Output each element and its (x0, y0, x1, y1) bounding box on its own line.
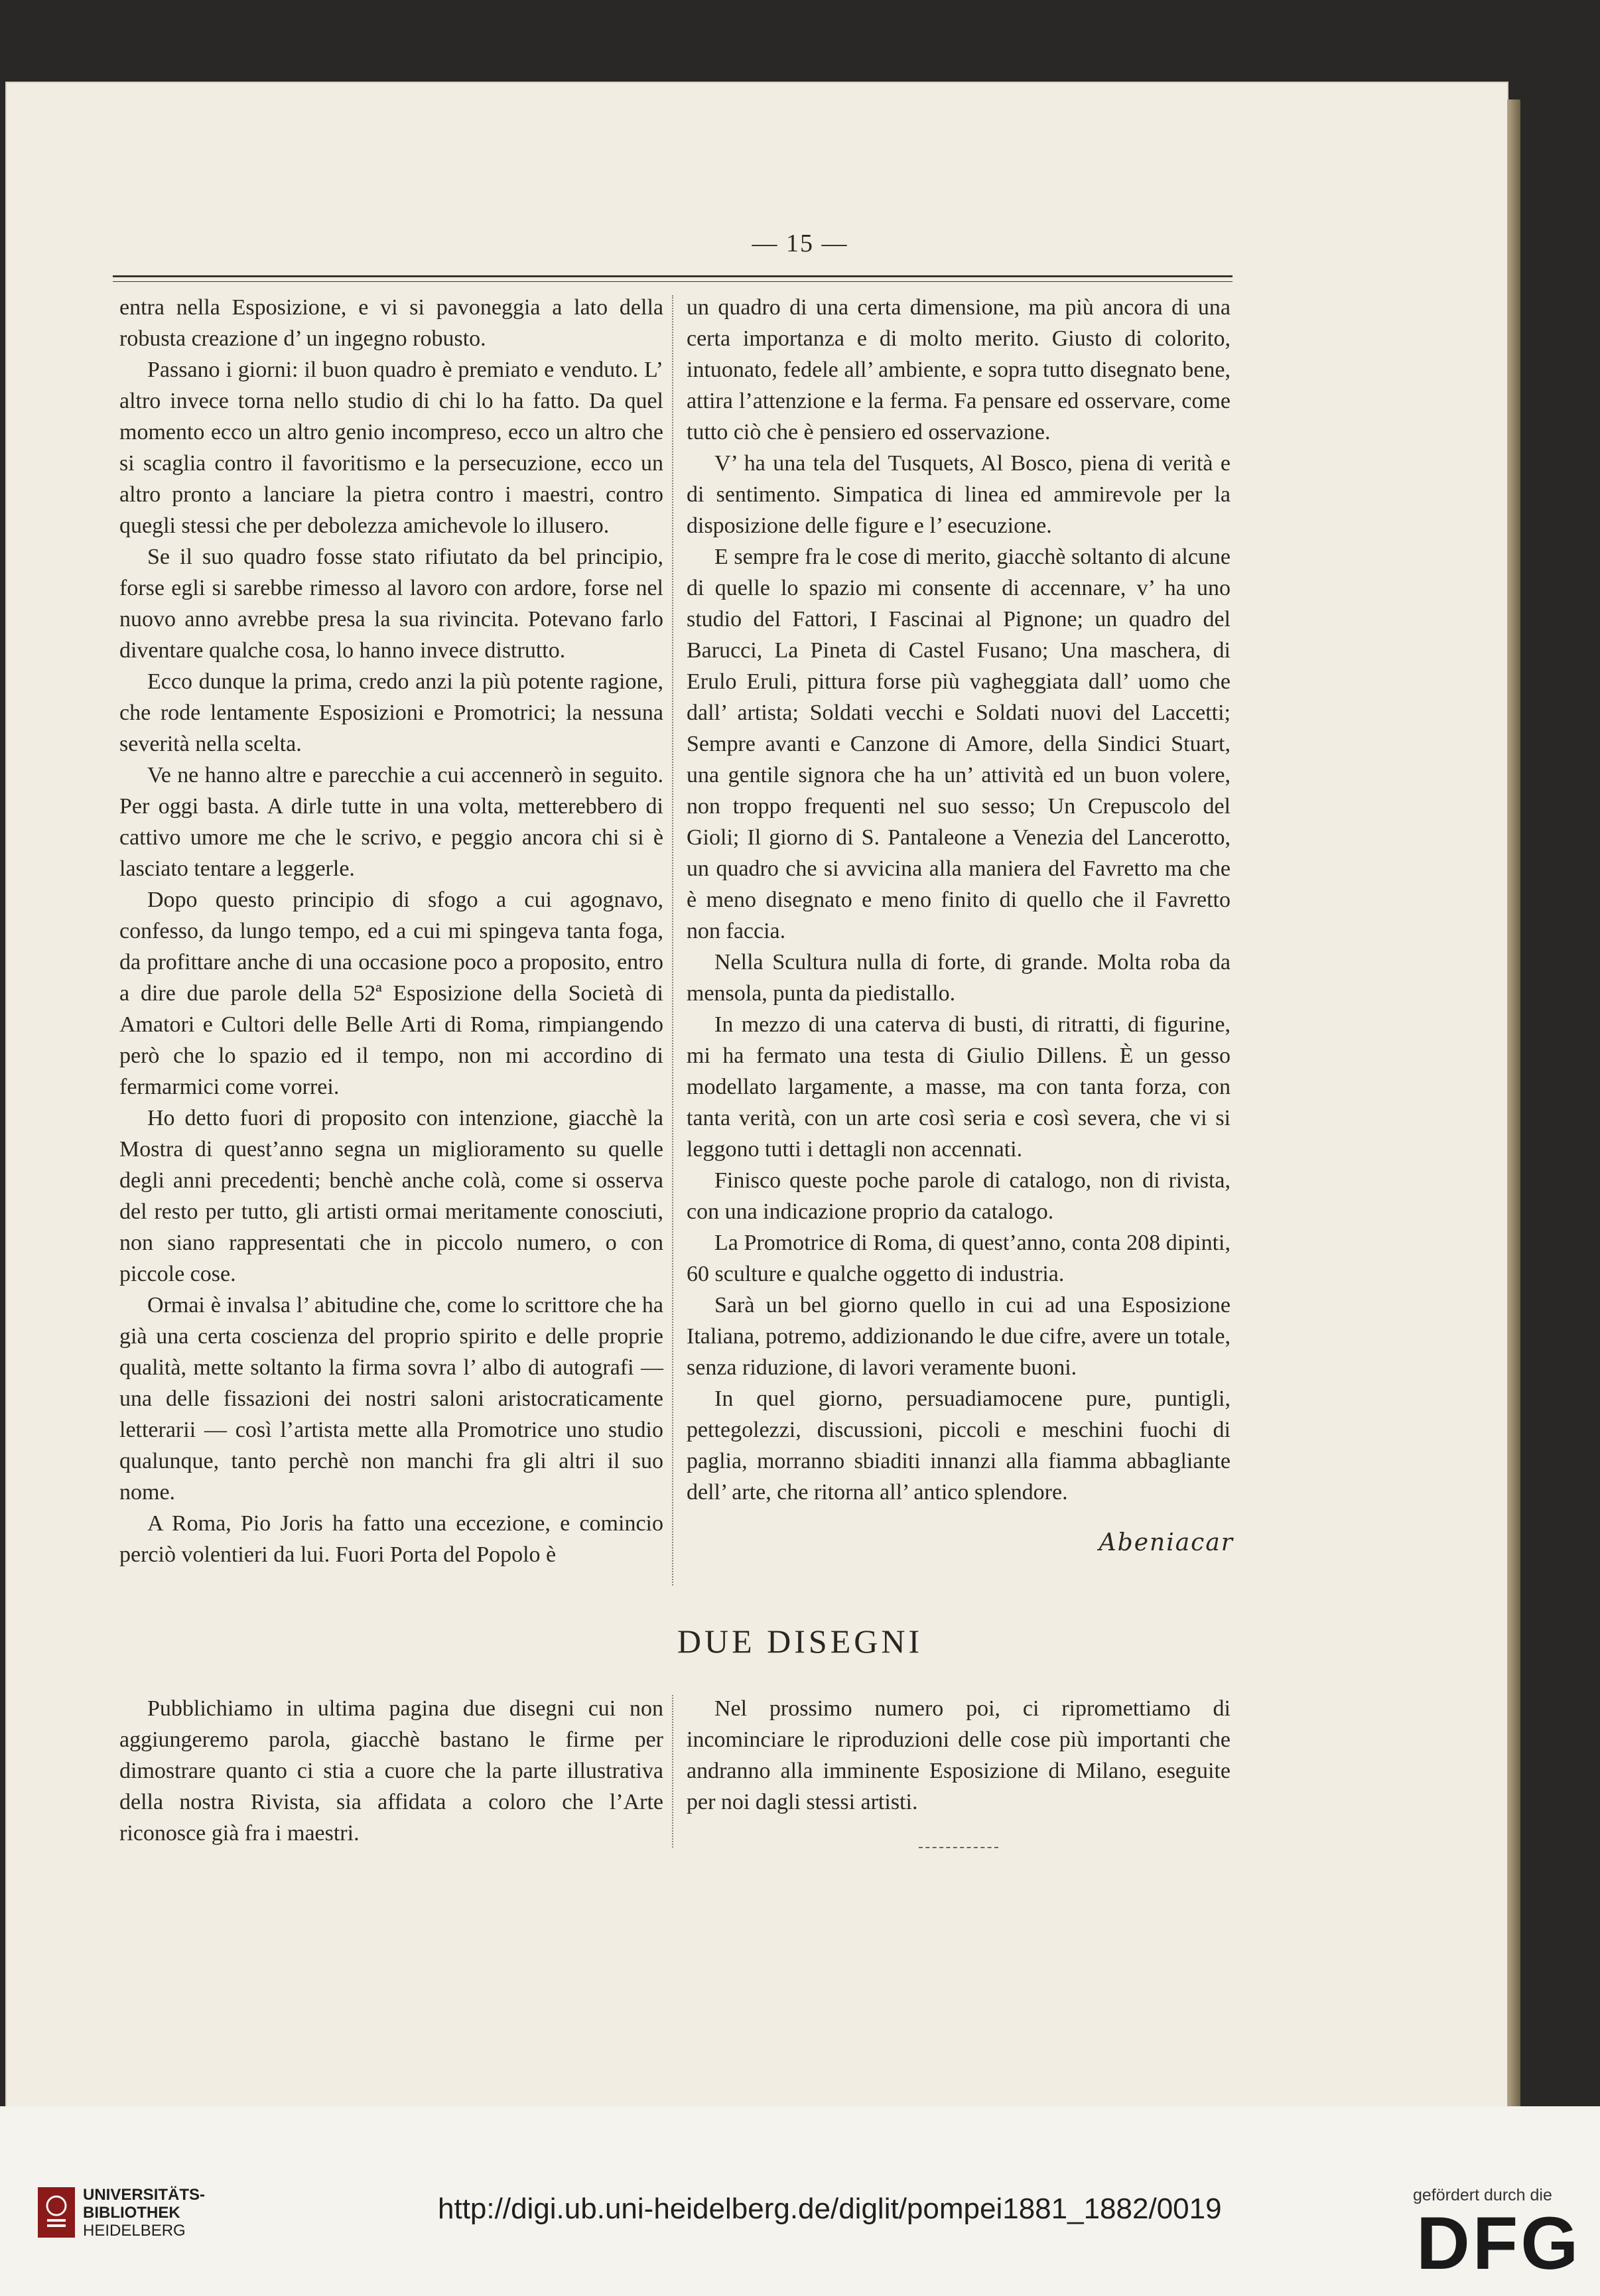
section-title: DUE DISEGNI (677, 1623, 923, 1660)
article-right-column (687, 292, 1231, 1508)
paragraph: In quel giorno, persuadiamocene pure, puntigli, pettegolezzi, discussioni, piccoli e meschini fuochi di paglia, morranno sbiaditi innanzi alla fiamma abbagliante dell’ arte, che ritorna all’ antico splendore. (687, 1386, 1231, 1505)
paragraph: Nella Scultura nulla di forte, di grande. Molta roba da mensola, punta da piedistallo. (687, 950, 1231, 1006)
paragraph: Nel prossimo numero poi, ci ripromettiamo di incominciare le riproduzioni delle cose più importanti che andranno alla imminente Esposizione di Milano, eseguite per noi dagli stessi artisti. (687, 1696, 1231, 1814)
paragraph: Ormai è invalsa l’ abitudine che, come lo scrittore che ha già una certa coscienza del proprio spirito e delle proprie qualità, mette soltanto la firma sovra l’ albo di autografi — una delle fissazioni dei nostri saloni aristocraticamente letterarii — così l’artista mette alla Promotrice uno studio qualunque, tanto perchè non manchi fra gli altri il suo nome. (119, 1293, 663, 1505)
paragraph: E sempre fra le cose di merito, giacchè soltanto di alcune di quelle lo spazio mi consente di accennare, v’ ha uno studio del Fattori, I Fascinai al Pignone; un quadro del Barucci, La Pineta di Castel Fusano; Una maschera, di Erulo Eruli, pittura forse più vagheggiata dall’ uomo che dall’ artista; Soldati vecchi e Soldati nuovi del Laccetti; Sempre avanti e Canzone di Amore, della Sindici Stuart, una gentile signora che ha un’ attività ed un buon volere, non troppo frequenti nel suo sesso; Un Crepuscolo del Gioli; Il giorno di S. Pantaleone a Venezia del Lancerotto, un quadro che si avvicina alla maniera del Favretto ma che è meno disegnato e meno finito di quello che il Favretto non faccia. (687, 545, 1231, 943)
page-edge (1507, 100, 1520, 2116)
paragraph: Passano i giorni: il buon quadro è premiato e venduto. L’ altro invece torna nello studio di chi lo ha fatto. Da quel momento ecco un altro genio incompreso, ecco un altro che si scaglia contro il favoritismo e la persecuzione, ecco un altro pronto a lanciare la pietra contro i maestri, contro quegli stessi che per debolezza amichevole lo illusero. (119, 358, 663, 538)
paragraph: Dopo questo principio di sfogo a cui agognavo, confesso, da lungo tempo, ed a cui mi spingeva tanta foga, da profittare anche di una occasione poco a proposito, entro a dire due parole della 52ª Esposizione della Società di Amatori e Cultori delle Belle Arti di Roma, rimpiangendo però che lo spazio ed il tempo, non mi accordino di fermarmici come vorrei. (119, 888, 663, 1099)
end-ornament-rule (919, 1847, 998, 1848)
footer-bar (0, 2106, 1600, 2296)
column-divider (672, 295, 680, 1586)
library-name-line: BIBLIOTHEK (83, 2204, 180, 2222)
paragraph: un quadro di una certa dimensione, ma più ancora di una certa importanza e di molto merito. Giusto di colorito, intuonato, fedele all’ ambiente, e sopra tutto disegnato bene, attira l’attenzione e la ferma. Fa pensare ed osservare, come tutto ciò che è pensiero ed osservazione. (687, 295, 1231, 444)
sponsor-caption: gefördert durch die (1413, 2186, 1552, 2204)
library-name (83, 2186, 205, 2240)
dfg-logo: DFG (1416, 2202, 1581, 2285)
university-seal-icon (36, 2186, 76, 2239)
paragraph: Ve ne hanno altre e parecchie a cui accennerò in seguito. Per oggi basta. A dirle tutte in una volta, metterebbero di cattivo umore me che le scrivo, e peggio ancora chi si è lasciato tentare a leggerle. (119, 763, 663, 881)
paragraph: Finisco queste poche parole di catalogo, non di rivista, con una indicazione proprio da catalogo. (687, 1168, 1231, 1224)
page-number: — 15 — (752, 230, 848, 257)
paragraph: In mezzo di una caterva di busti, di ritratti, di figurine, mi ha fermato una testa di Giulio Dillens. È un gesso modellato largamente, a masse, ma con tanta forza, con tanta verità, con un arte così seria e così severa, che vi si leggono tutti i dettagli non accennati. (687, 1012, 1231, 1162)
header-rule (113, 275, 1233, 277)
section-left-column (119, 1693, 663, 1849)
header-rule-thin (113, 281, 1233, 282)
paragraph: Ho detto fuori di proposito con intenzione, giacchè la Mostra di quest’anno segna un miglioramento su quelle degli anni precedenti; benchè anche colà, come si osserva del resto per tutto, gli artisti ormai meritamente conosciuti, non siano rappresentati che in piccolo numero, o con piccole cose. (119, 1106, 663, 1286)
column-divider (672, 1695, 680, 1848)
paragraph: V’ ha una tela del Tusquets, Al Bosco, piena di verità e di sentimento. Simpatica di linea ed ammirevole per la disposizione delle figure e l’ esecuzione. (687, 451, 1231, 538)
article-left-column (119, 292, 663, 1570)
paragraph: Se il suo quadro fosse stato rifiutato da bel principio, forse egli si sarebbe rimesso al lavoro con ardore, forse nel nuovo anno avrebbe presa la sua rivincita. Potevano farlo diventare qualche cosa, lo hanno invece distrutto. (119, 545, 663, 663)
section-right-column (687, 1693, 1231, 1818)
paragraph: entra nella Esposizione, e vi si pavoneggia a lato della robusta creazione d’ un ingegno robusto. (119, 295, 663, 351)
paragraph: Ecco dunque la prima, credo anzi la più potente ragione, che rode lentamente Esposizioni e Promotrici; la nessuna severità nella scelta. (119, 669, 663, 756)
paragraph: Pubblichiamo in ultima pagina due disegni cui non aggiungeremo parola, giacchè bastano le firme per dimostrare quanto ci stia a cuore che la parte illustrativa della nostra Rivista, sia affidata a coloro che l’Arte riconosce già fra i maestri. (119, 1696, 663, 1846)
paragraph: Sarà un bel giorno quello in cui ad una Esposizione Italiana, potremo, addizionando le due cifre, avere un totale, senza riduzione, di lavori veramente buoni. (687, 1293, 1231, 1380)
library-name-line: UNIVERSITÄTS- (83, 2186, 206, 2204)
paragraph: A Roma, Pio Joris ha fatto una eccezione, e comincio perciò volentieri da lui. Fuori Porta del Popolo è (119, 1511, 663, 1567)
library-name-line: HEIDELBERG (83, 2222, 186, 2240)
author-signature: Abeniacar (1099, 1529, 1234, 1556)
paragraph: La Promotrice di Roma, di quest’anno, conta 208 dipinti, 60 sculture e qualche oggetto di industria. (687, 1231, 1231, 1286)
permalink-url[interactable]: http://digi.ub.uni-heidelberg.de/diglit/pompei1881_1882/0019 (438, 2193, 1222, 2225)
